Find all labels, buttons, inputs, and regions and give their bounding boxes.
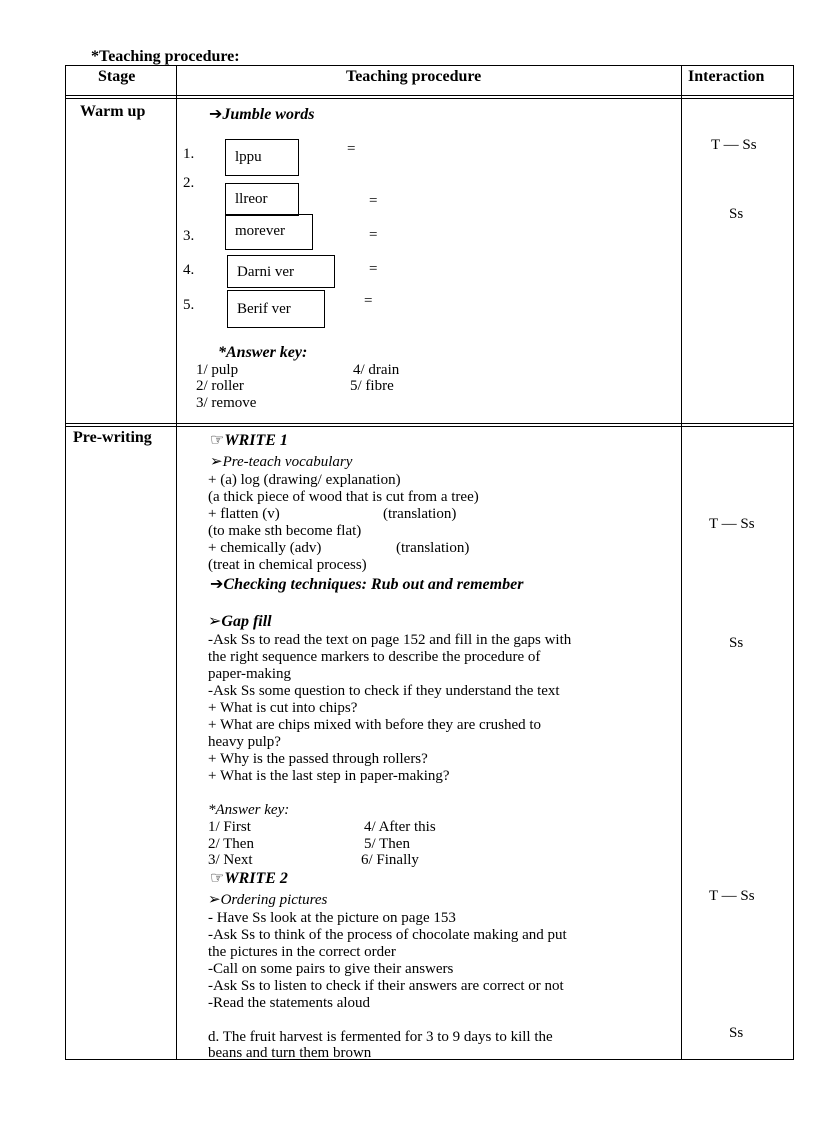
jumble-words-heading: ➔Jumble words: [209, 106, 315, 123]
answer-item: 6/ Finally: [361, 852, 419, 868]
hand-pointer-icon: ☞: [210, 870, 225, 887]
statement-line: d. The fruit harvest is fermented for 3 to 9 days to kill the: [208, 1029, 553, 1045]
header-bottom-border-double: [65, 98, 793, 99]
ordering-line: -Ask Ss to think of the process of chocolate making and put: [208, 927, 567, 943]
equals-sign: =: [369, 261, 378, 277]
header-stage: Stage: [98, 68, 136, 85]
gap-fill-line: + What is cut into chips?: [208, 700, 358, 716]
statement-line: beans and turn them brown: [208, 1045, 372, 1061]
answer-item: 4/ After this: [364, 819, 436, 835]
document-title: *Teaching procedure:: [91, 48, 240, 65]
answer-item: 3/ Next: [208, 852, 253, 868]
jumble-word-box: [227, 290, 325, 328]
jumble-word: Darni ver: [237, 264, 295, 280]
header-interaction: Interaction: [688, 68, 765, 85]
stage-warm-up: Warm up: [80, 103, 146, 120]
gap-fill-line: + Why is the passed through rollers?: [208, 751, 428, 767]
jumble-number: 3.: [183, 228, 195, 244]
header-bottom-border: [65, 95, 793, 96]
jumble-number: 5.: [183, 297, 195, 313]
equals-sign: =: [369, 193, 378, 209]
vocab-line: + flatten (v): [208, 506, 280, 522]
vocab-line: (translation): [396, 540, 470, 556]
vocab-line: (treat in chemical process): [208, 557, 367, 573]
equals-sign: =: [364, 293, 373, 309]
row-divider: [65, 423, 793, 424]
ordering-line: -Call on some pairs to give their answers: [208, 961, 454, 977]
triangle-arrow-icon: ➢: [208, 892, 221, 908]
checking-techniques-heading: ➔Checking techniques: Rub out and remember: [210, 576, 524, 593]
jumble-word: Berif ver: [237, 301, 291, 317]
answer-item: 2/ Then: [208, 836, 254, 852]
ordering-line: - Have Ss look at the picture on page 153: [208, 910, 456, 926]
answer-key-heading: *Answer key:: [208, 802, 290, 818]
jumble-word-box: [227, 255, 335, 288]
arrow-right-icon: ➔: [209, 106, 223, 123]
gap-fill-line: the right sequence markers to describe the procedure of: [208, 649, 541, 665]
table-bottom-border: [65, 1059, 793, 1060]
equals-sign: =: [347, 141, 356, 157]
column-divider-interaction: [681, 65, 682, 1060]
stage-pre-writing: Pre-writing: [73, 429, 152, 446]
interaction-label: Ss: [729, 206, 744, 222]
jumble-number: 4.: [183, 262, 195, 278]
vocab-line: + (a) log (drawing/ explanation): [208, 472, 401, 488]
jumble-word: lppu: [235, 149, 262, 165]
header-procedure: Teaching procedure: [346, 68, 482, 85]
jumble-word: morever: [235, 223, 285, 239]
answer-item: 1/ pulp: [196, 362, 239, 378]
column-divider-stage: [176, 65, 177, 1060]
jumble-word-box: [225, 214, 313, 250]
table-left-border: [65, 65, 66, 1060]
triangle-arrow-icon: ➢: [210, 454, 223, 470]
interaction-label: Ss: [729, 635, 744, 651]
jumble-word-box: [225, 139, 299, 176]
jumble-word: llreor: [235, 191, 268, 207]
write-2-heading: ☞WRITE 2: [210, 870, 288, 887]
ordering-line: the pictures in the correct order: [208, 944, 396, 960]
arrow-right-icon: ➔: [210, 576, 224, 593]
jumble-word-box: [225, 183, 299, 216]
answer-item: 5/ fibre: [350, 378, 394, 394]
interaction-label: T — Ss: [711, 137, 757, 153]
vocab-line: (translation): [383, 506, 457, 522]
gap-fill-heading: ➢Gap fill: [208, 613, 272, 630]
vocab-line: (a thick piece of wood that is cut from a tree): [208, 489, 479, 505]
answer-item: 3/ remove: [196, 395, 257, 411]
row-divider-double: [65, 426, 793, 427]
gap-fill-line: -Ask Ss some question to check if they understand the text: [208, 683, 560, 699]
ordering-line: -Ask Ss to listen to check if their answers are correct or not: [208, 978, 564, 994]
triangle-arrow-icon: ➢: [208, 613, 222, 630]
vocab-line: (to make sth become flat): [208, 523, 362, 539]
gap-fill-line: heavy pulp?: [208, 734, 281, 750]
pre-teach-heading: ➢Pre-teach vocabulary: [210, 454, 353, 470]
jumble-number: 2.: [183, 175, 195, 191]
vocab-line: + chemically (adv): [208, 540, 322, 556]
interaction-label: T — Ss: [709, 888, 755, 904]
write-1-heading: ☞WRITE 1: [210, 432, 288, 449]
gap-fill-line: + What are chips mixed with before they are crushed to: [208, 717, 542, 733]
jumble-number: 1.: [183, 146, 195, 162]
answer-item: 5/ Then: [364, 836, 410, 852]
interaction-label: Ss: [729, 1025, 744, 1041]
hand-pointer-icon: ☞: [210, 432, 225, 449]
gap-fill-line: -Ask Ss to read the text on page 152 and fill in the gaps with: [208, 632, 572, 648]
ordering-pictures-heading: ➢Ordering pictures: [208, 892, 328, 908]
answer-item: 1/ First: [208, 819, 251, 835]
interaction-label: T — Ss: [709, 516, 755, 532]
gap-fill-line: paper-making: [208, 666, 291, 682]
equals-sign: =: [369, 227, 378, 243]
ordering-line: -Read the statements aloud: [208, 995, 371, 1011]
gap-fill-line: + What is the last step in paper-making?: [208, 768, 450, 784]
table-top-border: [65, 65, 793, 66]
answer-key-heading: *Answer key:: [218, 344, 308, 361]
table-right-border: [793, 65, 794, 1060]
answer-item: 4/ drain: [353, 362, 400, 378]
answer-item: 2/ roller: [196, 378, 244, 394]
